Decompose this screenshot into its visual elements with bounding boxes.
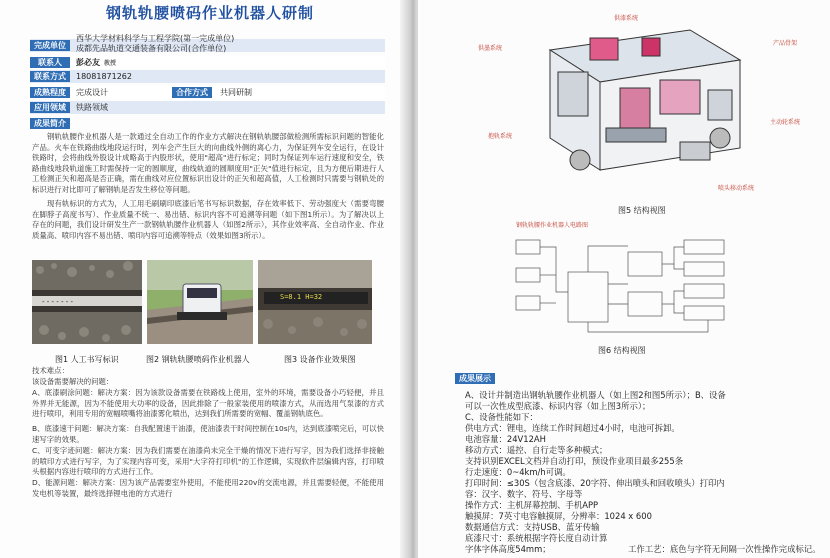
- tech-intro: 该设备需要解决的问题：: [32, 377, 114, 386]
- tech-item-c: C、可变字迹问题：解决方案：因为我们需要在油漆尚未完全干燥的情况下进行写字，因为我们选择非接触的喷印方式进行写字，为了实现内容可变，采用"大字符打印机"的工作逻辑，实现软件层编辑内容，打印喷头根据内容进行喷印的方式进行工作。: [32, 446, 384, 477]
- intro-paragraph-1: 钢轨轨腰作业机器人是一款通过全自动工作的作业方式解决在钢轨轨腰部做检测所需标识问题的智能化产品。火车在铁路曲线地段运行时，列车会产生巨大的向曲线外侧的离心力，为保证列车安全运行，在设计铁路时，会将曲线外股设计成略高于内股形状，使用"超高"进行标定；同时为保证列车运行速度和安全，铁路曲线地段轨道施工时需保持一定的圆顺度，曲线轨道的圆顺度用"正矢"值进行标定，且为方便后期进行人工检测正矢和超高是否正确，需在曲线对应位置标识出设计的正矢和超高值，人工检测时只需要与钢轨处的标识进行对比即可了解钢轨是否发生移位等问题。: [32, 132, 384, 194]
- tech-item-a: A、底漆刷涂问题：解决方案：因为该款设备需要在铁路线上使用，室外的环境，需要设备小巧轻便，并且外界并无能源，因为不能使用大功率的设备，因此排除了一般家装使用的喷漆方式，从而选用气泵漆的方式进行喷印，利用专用的宽幅喷嘴将油漆雾化喷出，达到我们所需要的宽幅、覆盖钢轨底色。: [32, 388, 384, 419]
- results-line: 行走速度：0~4km/h可调。: [465, 467, 571, 477]
- tech-item-b: B、底漆速干问题：解决方案：自我配置速干油漆，使油漆表干时间控制在10s内，达到底漆喷完后，可以快速写字的效果。: [32, 424, 384, 444]
- results-line: 电池容量：24V12AH: [465, 434, 546, 444]
- results-line: 触摸屏：7英寸电容触摸屏，分辨率：1024 x 600: [465, 511, 652, 521]
- photo-manual-marking: [32, 260, 142, 344]
- label-paint-supply: 供漆系统: [614, 15, 639, 22]
- figure-6-caption: 图6 结构视图: [598, 346, 646, 355]
- maturity-value: 完成设计: [76, 88, 108, 97]
- unit-label: 完成单位: [30, 40, 70, 51]
- field-label: 应用领域: [30, 102, 70, 113]
- results-label: 成果展示: [455, 373, 495, 384]
- label-drive-wheel: 主动轮系统: [770, 119, 801, 126]
- results-line: 打印时间：≤30S（包含底漆、20字符、伸出喷头和回收喷头）打印内: [465, 478, 725, 488]
- unit-line-2: 成都先品轨道交通装备有限公司(合作单位): [76, 44, 227, 53]
- label-nozzle-move: 喷头移动系统: [718, 185, 755, 192]
- intro-label: 成果简介: [30, 118, 70, 129]
- results-line: 容：汉字、数字、符号、字母等: [465, 489, 583, 499]
- label-frame: 产品骨架: [773, 40, 798, 47]
- right-page: [418, 0, 830, 558]
- results-line: C、设备性能如下：: [465, 412, 538, 422]
- circuit-schematic: [508, 232, 738, 338]
- schematic-title: 钢轨轨腰作业机器人电路图: [516, 222, 589, 229]
- contact-title: 教授: [104, 60, 117, 67]
- coop-value: 共同研制: [220, 88, 252, 97]
- field-value: 铁路领域: [76, 103, 108, 112]
- svg-text:- - - - - - -: - - - - - - -: [42, 298, 74, 306]
- label-ink-supply: 供墨系统: [478, 45, 503, 52]
- photo-robot: [147, 260, 253, 344]
- results-line: A、设计并制造出钢轨轨腰作业机器人（如上图2和图5所示）；B、设备: [465, 390, 726, 400]
- left-page: [0, 0, 408, 558]
- maturity-label: 成熟程度: [30, 87, 70, 98]
- results-line: 可以一次性成型底漆、标识内容（如上图3所示）；: [465, 401, 651, 411]
- results-line: 工作工艺：底色与字符无间隔一次性操作完成标记。: [628, 544, 821, 554]
- tech-item-d: D、能源问题：解决方案：因为该产品需要室外使用，不能使用220v的交流电源，并且需要轻便，不能使用发电机等装置，最终选择锂电池的方式进行: [32, 478, 384, 498]
- photo-marking-result: [258, 260, 372, 344]
- results-line: 支持识别EXCEL文档并自动打印，预设作业项目最多255条: [465, 456, 684, 466]
- contact-name: 彭必友: [76, 58, 100, 67]
- results-line: 操作方式：主机屏幕控制、手机APP: [465, 500, 599, 510]
- results-line: 移动方式：遥控、自行走等多种模式；: [465, 445, 608, 455]
- photo-marking-text: S=8.1 H=32: [280, 293, 323, 301]
- results-line: 字体字体高度54mm；: [465, 544, 551, 554]
- contact-value: [76, 57, 116, 69]
- figure-5-caption: 图5 结构视图: [618, 206, 666, 215]
- structure-drawing: [530, 10, 750, 200]
- coop-label: 合作方式: [172, 87, 212, 98]
- tech-heading: 技术难点：: [32, 366, 69, 375]
- label-rail-clamp: 抱轨系统: [488, 133, 513, 140]
- unit-line-1: 西华大学材料科学与工程学院(第一完成单位): [76, 34, 235, 43]
- figure-1-caption: 图1 人工书写标识: [55, 355, 119, 364]
- figure-2-caption: 图2 钢轨轨腰喷码作业机器人: [146, 355, 250, 364]
- results-line: 底漆尺寸：系统根据字符长度自动计算: [465, 533, 608, 543]
- figure-3-caption: 图3 设备作业效果图: [284, 355, 356, 364]
- results-line: 供电方式：锂电，连续工作时间超过4小时，电池可拆卸。: [465, 423, 680, 433]
- results-line: 数据通信方式：支持USB、蓝牙传输: [465, 522, 600, 532]
- phone-value: 18081871262: [76, 72, 132, 81]
- page-title: 钢轨轨腰喷码作业机器人研制: [105, 4, 314, 22]
- intro-paragraph-2: 现有轨标识的方式为，人工用毛刷刷印底漆后笔书写标识数据，存在效率低下、劳动强度大（需要弯腰在脚脖子高度书写）、作业质量不统一、易出错、标识内容不可追溯等问题（如下图1所示）。为了解决以上存在的问题，我们设计研发生产一款钢轨轨腰作业机器人（如图2所示），其作业效率高、全自动作业、作业质量高、喷印内容不易出错、喷印内容可追溯等特点（效果如图3所示）。: [32, 199, 384, 240]
- phone-label: 联系方式: [30, 71, 70, 82]
- contact-label: 联系人: [30, 57, 70, 68]
